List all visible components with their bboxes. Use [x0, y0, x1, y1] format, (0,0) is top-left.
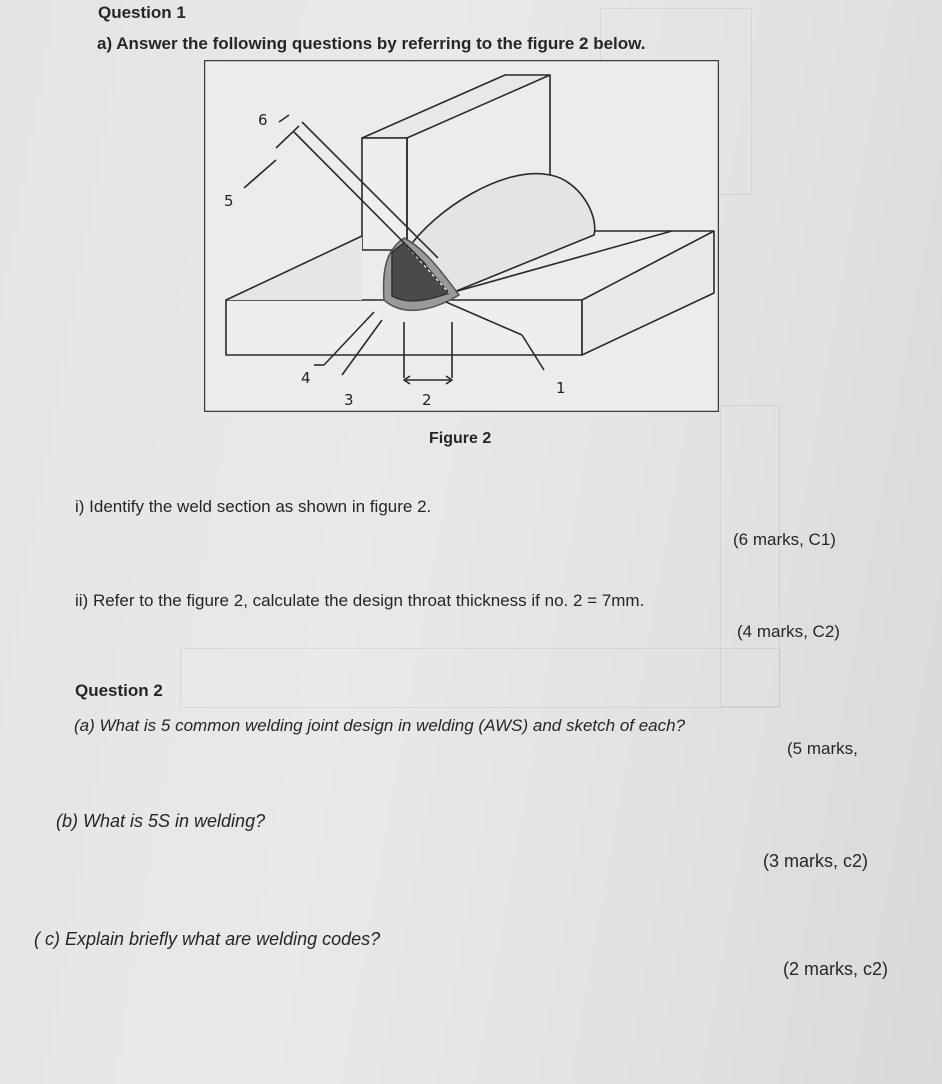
question-1-part-i-marks: (6 marks, C1): [733, 530, 836, 549]
fillet-weld-diagram: [204, 60, 719, 412]
question-2-part-c-marks: (2 marks, c2): [783, 959, 889, 979]
figure-label-3: 3: [344, 391, 354, 409]
figure-label-1: 1: [556, 379, 566, 397]
question-1-part-a: a) Answer the following questions by referring to the figure 2 below.: [97, 34, 646, 53]
weld-figure: [204, 60, 719, 412]
question-2-heading: Question 2: [75, 681, 163, 700]
figure-label-6: 6: [258, 111, 268, 129]
question-2-part-a-marks: (5 marks,: [787, 739, 858, 758]
question-1-part-ii: ii) Refer to the figure 2, calculate the design throat thickness if no. 2 = 7mm.: [75, 591, 645, 610]
question-1-part-i: i) Identify the weld section as shown in figure 2.: [75, 497, 432, 516]
figure-label-5: 5: [224, 192, 234, 210]
question-1-part-ii-marks: (4 marks, C2): [737, 622, 840, 641]
question-2-part-a: (a) What is 5 common welding joint design in welding (AWS) and sketch of each?: [74, 716, 686, 735]
figure-label-2: 2: [422, 391, 432, 409]
question-1-heading: Question 1: [98, 3, 186, 22]
question-2-part-c: ( c) Explain briefly what are welding codes?: [34, 929, 381, 949]
background-shadow: [180, 648, 780, 708]
figure-caption: Figure 2: [429, 430, 492, 447]
question-2-part-b-marks: (3 marks, c2): [763, 851, 869, 871]
question-2-part-b: (b) What is 5S in welding?: [56, 811, 266, 831]
figure-label-4: 4: [301, 369, 311, 387]
